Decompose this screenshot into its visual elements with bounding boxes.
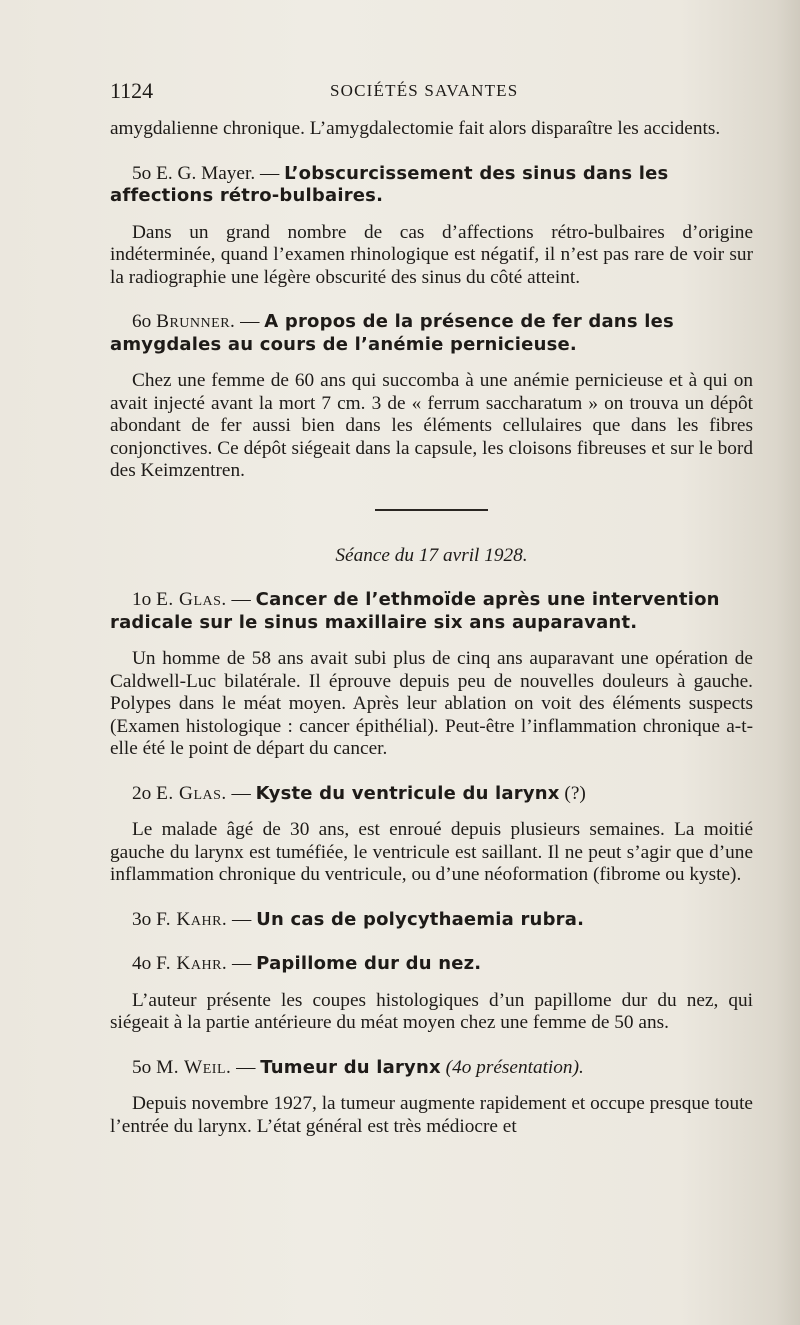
entry-body-5-weil: Depuis novembre 1927, la tumeur augmente rapidement et occupe presque toute l’entrée du larynx. L’état général est très médiocre et	[110, 1093, 753, 1137]
entry-author: M. Weil.	[156, 1056, 232, 1078]
entry-heading-4-kahr	[110, 953, 753, 976]
entry-number: 3o	[132, 908, 152, 930]
entry-heading-2-glas	[110, 783, 753, 806]
entry-heading-5-weil	[110, 1057, 753, 1080]
entry-body-5-mayer: Dans un grand nombre de cas d’affections rétro-bulbaires d’origine indéterminée, quand l’examen rhinologique est négatif, il n’est pas rare de voir sur la radiographie une légère obscurité des sinus du côté atteint.	[110, 221, 753, 288]
entry-dash: —	[226, 589, 256, 610]
entry-title: Tumeur du larynx	[260, 1056, 441, 1078]
entry-body-4-kahr: L’auteur présente les coupes histologiques d’un papillome dur du nez, qui siégeait à la partie antérieure du méat moyen chez une femme de 50 ans.	[110, 989, 753, 1033]
entry-heading-1-glas	[110, 589, 753, 634]
page-header	[110, 78, 760, 108]
entry-dash: —	[226, 782, 256, 804]
entry-heading-6-brunner	[110, 311, 753, 356]
entry-title: Cancer de l’ethmoïde après une intervention radicale sur le sinus maxillaire six ans auparavant.	[110, 589, 720, 633]
entry-title-suffix: (?)	[559, 782, 586, 804]
entry-dash: —	[231, 1056, 261, 1078]
page-body	[110, 118, 753, 1138]
entry-dash: —	[227, 908, 257, 930]
entry-number: 1o	[132, 589, 152, 610]
entry-dash: —	[227, 953, 257, 974]
entry-number: 6o	[132, 311, 152, 332]
session-heading: Séance du 17 avril 1928.	[335, 544, 528, 566]
entry-title: Papillome dur du nez.	[256, 953, 482, 974]
entry-heading-3-kahr	[110, 909, 753, 932]
entry-dash: —	[235, 311, 265, 332]
entry-author: E. Glas.	[156, 589, 227, 610]
entry-author: E. Glas.	[156, 782, 227, 804]
entry-body-6-brunner: Chez une femme de 60 ans qui succomba à une anémie pernicieuse et à qui on avait injecté avant la mort 7 cm. 3 de « ferrum saccharatum » on trouva un dépôt abondant de fer aussi bien dans les éléments cellulaires que dans les fibres conjonctives. Ce dépôt siégeait dans la capsule, les cloisons fibreuses et sur le bord des Keimzentren.	[110, 370, 753, 481]
entry-note: (4o présentation).	[445, 1056, 584, 1078]
entry-body-2-glas: Le malade âgé de 30 ans, est enroué depuis plusieurs semaines. La moitié gauche du larynx est tuméfiée, le ventricule est saillant. Il ne peut s’agir que d’une inflammation chronique du ventricule, ou d’une néoformation (fibrome ou kyste).	[110, 819, 753, 885]
entry-author: F. Kahr.	[156, 953, 228, 974]
entry-title: L’obscurcissement des sinus dans les affections rétro-bulbaires.	[110, 162, 669, 206]
entry-body-1-glas: Un homme de 58 ans avait subi plus de cinq ans auparavant une opération de Caldwell-Luc bilatérale. Il éprouve depuis peu de nouvelles douleurs à gauche. Polypes dans le méat moyen. Après leur ablation on voit des éléments suspects (Examen histologique : cancer épithélial). Peut-être l’inflammation chronique a-t-elle été le point de départ du cancer.	[110, 648, 753, 759]
entry-title: Un cas de polycythaemia rubra.	[256, 908, 585, 930]
intro-paragraph: amygdalienne chronique. L’amygdalectomie fait alors disparaître les accidents.	[110, 118, 721, 139]
entry-number: 4o	[132, 953, 152, 974]
entry-author: Brunner.	[156, 311, 236, 332]
entry-title: A propos de la présence de fer dans les amygdales au cours de l’anémie pernicieuse.	[110, 311, 674, 355]
entry-author: F. Kahr.	[156, 908, 228, 930]
entry-number: 5o	[132, 1056, 152, 1078]
entry-author: E. G. Mayer.	[156, 162, 256, 184]
entry-heading-5-mayer	[110, 163, 753, 208]
running-title: SOCIÉTÉS SAVANTES	[330, 81, 519, 100]
entry-title: Kyste du ventricule du larynx	[255, 782, 560, 804]
entry-number: 2o	[132, 782, 152, 804]
page-number: 1124	[110, 78, 154, 103]
entry-dash: —	[255, 162, 285, 184]
entry-number: 5o	[132, 162, 152, 184]
